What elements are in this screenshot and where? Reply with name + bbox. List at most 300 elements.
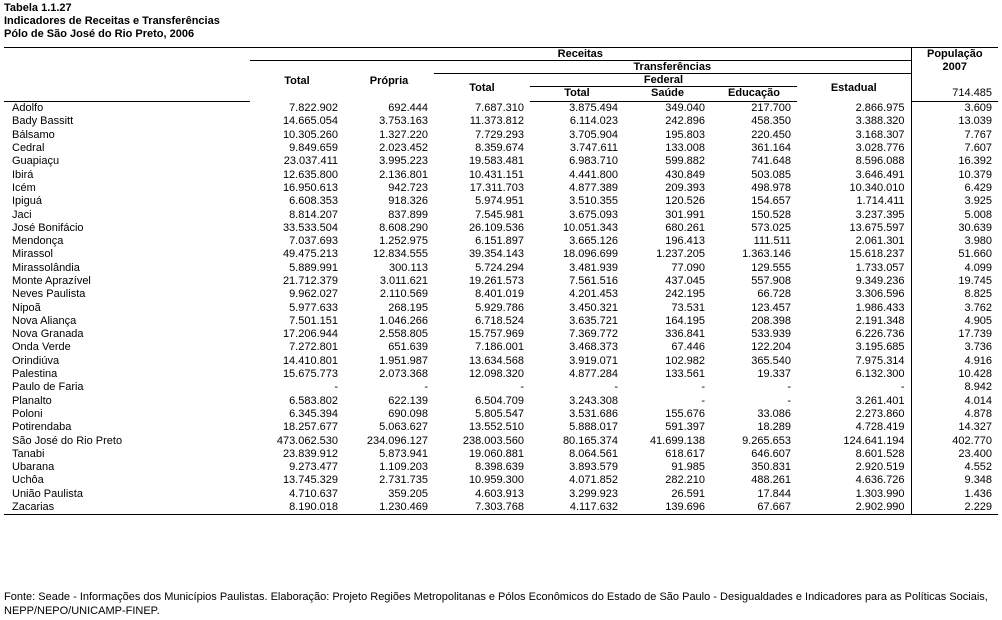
cell-total: 33.533.504 xyxy=(282,221,338,234)
cell-name: Icém xyxy=(12,181,36,194)
cell-fed-total: 80.165.374 xyxy=(562,434,618,447)
cell-propria: 942.723 xyxy=(388,181,428,194)
cell-fed-total: 4.441.800 xyxy=(569,168,618,181)
cell-educacao: 122.204 xyxy=(751,341,791,354)
table-row xyxy=(4,142,998,155)
cell-estadual: 2.061.301 xyxy=(855,235,905,248)
cell-educacao: 67.667 xyxy=(711,501,797,515)
table-title: Indicadores de Receitas e Transferências xyxy=(4,15,220,27)
cell-fed-total: 3.635.721 xyxy=(569,314,618,327)
cell-total: 5.977.633 xyxy=(289,301,338,314)
cell-propria: 5.063.627 xyxy=(379,421,428,434)
table-row xyxy=(4,248,998,261)
cell-name: Cedral xyxy=(12,142,45,155)
table-row xyxy=(4,262,998,275)
table-row xyxy=(4,381,998,394)
cell-educacao: 150.528 xyxy=(751,208,791,221)
cell-pop: 17.739 xyxy=(911,328,998,341)
table-number: Tabela 1.1.27 xyxy=(4,2,72,14)
table-row xyxy=(4,408,998,421)
cell-transf-total: 11.373.812 xyxy=(469,115,524,128)
cell-estadual: 3.306.596 xyxy=(855,288,905,301)
cell-pop: 4.014 xyxy=(911,395,998,408)
header-educacao: Educação xyxy=(728,87,780,99)
cell-estadual: 3.388.320 xyxy=(855,115,905,128)
table-row xyxy=(4,182,998,195)
cell-estadual: 2.191.348 xyxy=(855,314,905,327)
cell-propria: 1.327.220 xyxy=(379,128,428,141)
cell-pop: 14.327 xyxy=(911,421,998,434)
cell-name: São José do Rio Preto xyxy=(12,434,123,447)
cell-pop: 30.639 xyxy=(911,222,998,235)
table-row xyxy=(4,168,998,181)
cell-fed-total: 18.096.699 xyxy=(562,248,618,261)
cell-saude: 618.617 xyxy=(665,447,705,460)
cell-estadual: - xyxy=(900,381,905,394)
cell-total: 7.822.902 xyxy=(289,101,338,114)
cell-transf-total: 7.303.768 xyxy=(434,501,530,515)
cell-educacao: 573.025 xyxy=(751,221,791,234)
cell-pop: 1.436 xyxy=(911,488,998,501)
cell-fed-total: 6.983.710 xyxy=(569,155,618,168)
cell-educacao: 646.607 xyxy=(751,447,791,460)
cell-total: 10.305.260 xyxy=(282,128,338,141)
table-row xyxy=(4,341,998,354)
cell-educacao: - xyxy=(787,394,791,407)
cell-fed-total: 3.665.126 xyxy=(569,235,618,248)
cell-total: 9.849.659 xyxy=(289,142,338,155)
cell-transf-total: 19.583.481 xyxy=(468,155,524,168)
cell-transf-total: 7.545.981 xyxy=(475,208,524,221)
table-row xyxy=(4,129,998,142)
header-fed-total: Total xyxy=(564,87,590,99)
cell-propria: 918.326 xyxy=(388,195,428,208)
cell-fed-total: 5.888.017 xyxy=(569,421,618,434)
cell-total: 9.273.477 xyxy=(289,461,338,474)
cell-name: Tanabi xyxy=(12,447,45,460)
header-propria: Própria xyxy=(369,75,409,88)
table-row xyxy=(4,461,998,474)
cell-estadual: 2.273.860 xyxy=(855,407,905,420)
cell-fed-total: 3.675.093 xyxy=(569,208,618,221)
cell-total: 6.608.353 xyxy=(289,195,338,208)
cell-educacao: 220.450 xyxy=(751,128,791,141)
table-row xyxy=(4,355,998,368)
cell-transf-total: 13.634.568 xyxy=(468,354,524,367)
cell-propria: 234.096.127 xyxy=(366,434,428,447)
cell-pop: 3.980 xyxy=(911,235,998,248)
cell-fed-total: 4.877.389 xyxy=(569,181,618,194)
cell-transf-total: 4.603.913 xyxy=(475,487,524,500)
cell-saude: 430.849 xyxy=(665,168,705,181)
cell-fed-total: 4.201.453 xyxy=(569,288,618,301)
cell-propria: 5.873.941 xyxy=(379,447,428,460)
cell-total: 14.410.801 xyxy=(282,354,338,367)
table-row xyxy=(4,301,998,314)
cell-propria: 3.995.223 xyxy=(379,155,428,168)
cell-saude: 133.008 xyxy=(665,142,705,155)
cell-educacao: 741.648 xyxy=(751,155,791,168)
cell-pop: 4.552 xyxy=(911,461,998,474)
cell-pop: 51.660 xyxy=(911,248,998,261)
header-total: Total xyxy=(284,75,310,88)
cell-name: Nipoã xyxy=(12,301,41,314)
cell-name: Planalto xyxy=(12,394,52,407)
cell-name: Bálsamo xyxy=(12,128,55,141)
cell-transf-total: 5.805.547 xyxy=(475,407,524,420)
cell-pop: 4.099 xyxy=(911,262,998,275)
cell-propria: 2.110.569 xyxy=(379,288,428,301)
cell-estadual: 1.986.433 xyxy=(855,301,905,314)
cell-estadual: 4.636.726 xyxy=(855,474,905,487)
cell-propria: 2.023.452 xyxy=(379,142,428,155)
cell-educacao: 557.908 xyxy=(751,275,791,287)
cell-estadual: 2.866.975 xyxy=(855,101,905,114)
cell-propria: 651.639 xyxy=(388,341,428,354)
cell-educacao: 129.555 xyxy=(751,261,791,274)
cell-estadual: 1.303.990 xyxy=(855,487,905,500)
cell-propria: 1.109.203 xyxy=(379,461,428,474)
cell-propria: 622.139 xyxy=(388,394,428,407)
cell-propria: 2.136.801 xyxy=(379,168,428,181)
cell-fed-total: 3.531.686 xyxy=(569,407,618,420)
cell-estadual: 8.596.088 xyxy=(855,155,905,168)
cell-propria: 300.113 xyxy=(389,261,428,274)
cell-educacao: 208.398 xyxy=(751,314,791,327)
cell-educacao: 66.728 xyxy=(757,288,791,301)
pop-total: 714.485 xyxy=(911,87,998,100)
cell-propria: 2.558.805 xyxy=(379,328,428,341)
cell-fed-total: 3.468.373 xyxy=(569,341,618,354)
cell-transf-total: 8.401.019 xyxy=(475,288,524,301)
cell-transf-total: 5.929.786 xyxy=(475,301,524,314)
cell-transf-total: 15.757.969 xyxy=(468,328,524,341)
cell-total: 13.745.329 xyxy=(282,474,338,487)
cell-saude: 91.985 xyxy=(671,461,705,474)
cell-transf-total: 12.098.320 xyxy=(468,368,524,381)
table-subtitle: Pólo de São José do Rio Preto, 2006 xyxy=(4,28,195,40)
cell-pop: 2.229 xyxy=(911,501,998,515)
cell-saude: 133.561 xyxy=(665,368,705,381)
cell-saude: 139.696 xyxy=(624,501,711,515)
cell-fed-total: 3.875.494 xyxy=(569,102,618,115)
cell-saude: 242.195 xyxy=(665,288,705,301)
cell-name: Guapiaçu xyxy=(12,155,60,168)
cell-fed-total: - xyxy=(614,381,618,394)
table-row xyxy=(4,501,998,515)
cell-pop: 402.770 xyxy=(911,434,998,447)
cell-name: Neves Paulista xyxy=(12,288,86,301)
cell-name: Ubarana xyxy=(12,461,55,474)
cell-propria: 1.951.987 xyxy=(379,354,428,367)
cell-pop: 3.762 xyxy=(911,301,998,314)
cell-name: Uchôa xyxy=(12,474,44,487)
cell-pop: 10.379 xyxy=(911,168,998,181)
cell-total: 17.206.944 xyxy=(282,328,338,341)
table-row xyxy=(4,222,998,235)
cell-total: 49.475.213 xyxy=(282,248,338,261)
table-row xyxy=(4,368,998,381)
cell-saude: 336.841 xyxy=(665,328,705,341)
cell-transf-total: 8.398.639 xyxy=(475,461,524,474)
cell-total: 14.665.054 xyxy=(282,115,338,128)
cell-total: 23.037.411 xyxy=(283,155,338,168)
cell-fed-total: 4.117.632 xyxy=(530,501,624,515)
cell-name: Mirassol xyxy=(12,248,53,261)
cell-total: 15.675.773 xyxy=(282,368,338,381)
cell-saude: 242.896 xyxy=(665,115,705,128)
cell-transf-total: 5.974.951 xyxy=(475,195,524,208)
cell-saude: 77.090 xyxy=(671,261,705,274)
cell-transf-total: 6.504.709 xyxy=(475,394,524,407)
cell-educacao: 1.363.146 xyxy=(742,248,791,261)
cell-pop: 3.609 xyxy=(911,102,998,116)
header-transf-total: Total xyxy=(469,81,495,94)
cell-fed-total: 10.051.343 xyxy=(562,221,618,234)
cell-pop: 9.348 xyxy=(911,474,998,487)
cell-pop: 6.429 xyxy=(911,182,998,195)
cell-name: Poloni xyxy=(12,407,43,420)
cell-propria: 12.834.555 xyxy=(372,248,428,261)
cell-propria: 8.608.290 xyxy=(379,221,428,234)
cell-propria: 1.230.469 xyxy=(344,501,434,515)
cell-total: 5.889.991 xyxy=(289,261,338,274)
cell-transf-total: 7.186.001 xyxy=(475,341,524,354)
cell-estadual: 3.646.491 xyxy=(855,168,905,181)
source-note: Fonte: Seade - Informações dos Municípios Paulistas. Elaboração: Projeto Regiões Metropolitanas e Pólos Econômicos do Estado de São Paulo - Desigualdades e Indicadores para as Políticas Sociais, NEPP/NEPO/UNICAMP-FINEP. xyxy=(4,591,988,617)
cell-estadual: 10.340.010 xyxy=(849,181,905,194)
cell-total: 6.345.394 xyxy=(289,407,338,420)
cell-saude: 26.591 xyxy=(671,487,705,500)
cell-fed-total: 3.243.308 xyxy=(569,394,618,407)
cell-name: Jaci xyxy=(12,208,32,221)
cell-saude: 195.803 xyxy=(665,128,705,141)
cell-educacao: 488.261 xyxy=(751,474,791,487)
cell-propria: 2.073.368 xyxy=(379,368,428,381)
cell-saude: 599.882 xyxy=(665,155,705,168)
cell-saude: - xyxy=(701,381,705,394)
cell-educacao: 350.831 xyxy=(751,461,791,474)
cell-fed-total: 3.299.923 xyxy=(569,487,618,500)
cell-name: Mendonça xyxy=(12,235,64,248)
header-receitas: Receitas xyxy=(250,48,911,61)
cell-pop: 3.925 xyxy=(911,195,998,208)
cell-transf-total: 6.718.524 xyxy=(475,314,524,327)
cell-transf-total: 17.311.703 xyxy=(469,181,524,194)
cell-estadual: 124.641.194 xyxy=(843,434,905,447)
cell-saude: 67.446 xyxy=(671,341,705,354)
cell-transf-total: 7.729.293 xyxy=(475,128,524,141)
cell-estadual: 15.618.237 xyxy=(849,248,905,261)
cell-total: - xyxy=(334,381,338,394)
cell-name: Potirendaba xyxy=(12,421,72,434)
cell-fed-total: 3.747.611 xyxy=(569,142,618,155)
cell-propria: 2.731.735 xyxy=(379,474,428,487)
cell-estadual: 3.168.307 xyxy=(855,128,905,141)
cell-saude: 102.982 xyxy=(665,354,705,367)
cell-transf-total: 13.552.510 xyxy=(468,421,524,434)
cell-pop: 7.767 xyxy=(911,129,998,142)
header-populacao-year: 2007 xyxy=(911,61,998,74)
cell-fed-total: 4.071.852 xyxy=(569,474,618,487)
cell-pop: 13.039 xyxy=(911,115,998,128)
cell-pop: 8.825 xyxy=(911,288,998,301)
cell-transf-total: 10.431.151 xyxy=(468,168,524,181)
cell-pop: 4.878 xyxy=(911,408,998,421)
cell-estadual: 2.920.519 xyxy=(855,461,905,474)
cell-educacao: 17.844 xyxy=(757,487,791,500)
cell-estadual: 7.975.314 xyxy=(855,354,905,367)
table-row xyxy=(4,155,998,168)
cell-estadual: 3.195.685 xyxy=(855,341,905,354)
table-row xyxy=(4,315,998,328)
header-transferencias: Transferências xyxy=(434,61,911,74)
cell-pop: 7.607 xyxy=(911,142,998,155)
cell-transf-total: - xyxy=(520,381,524,394)
table-row xyxy=(4,328,998,341)
cell-educacao: 498.978 xyxy=(751,181,791,194)
cell-name: Orindiúva xyxy=(12,354,60,367)
cell-saude: 349.040 xyxy=(665,102,705,115)
cell-propria: 3.011.621 xyxy=(379,275,428,287)
cell-fed-total: 3.919.071 xyxy=(569,354,618,367)
cell-fed-total: 3.481.939 xyxy=(569,261,618,274)
cell-total: 21.712.379 xyxy=(282,275,338,287)
cell-total: 7.272.801 xyxy=(289,341,338,354)
cell-name: Monte Aprazível xyxy=(12,275,91,287)
cell-total: 8.814.207 xyxy=(289,208,338,221)
cell-saude: 164.195 xyxy=(665,314,705,327)
table-row xyxy=(4,235,998,248)
cell-educacao: 458.350 xyxy=(751,115,791,128)
cell-saude: 282.210 xyxy=(665,474,705,487)
cell-propria: 1.046.266 xyxy=(379,314,428,327)
cell-estadual: 13.675.597 xyxy=(849,221,905,234)
cell-propria: 3.753.163 xyxy=(379,115,428,128)
cell-total: 7.501.151 xyxy=(289,314,338,327)
cell-estadual: 4.728.419 xyxy=(855,421,905,434)
cell-fed-total: 6.114.023 xyxy=(569,115,618,128)
cell-name: Onda Verde xyxy=(12,341,71,354)
cell-total: 12.635.800 xyxy=(282,168,338,181)
cell-saude: 680.261 xyxy=(665,221,705,234)
cell-transf-total: 10.959.300 xyxy=(468,474,524,487)
cell-estadual: 3.028.776 xyxy=(855,142,905,155)
cell-fed-total: 3.893.579 xyxy=(569,461,618,474)
cell-estadual: 2.902.990 xyxy=(797,501,911,515)
cell-pop: 4.916 xyxy=(911,355,998,368)
table-row xyxy=(4,421,998,434)
table-row xyxy=(4,488,998,501)
cell-saude: 155.676 xyxy=(665,407,705,420)
table-row xyxy=(4,434,998,447)
cell-propria: 690.098 xyxy=(388,407,428,420)
cell-propria: - xyxy=(424,381,428,394)
cell-total: 473.062.530 xyxy=(276,434,338,447)
cell-name: Palestina xyxy=(12,368,58,381)
cell-estadual: 6.226.736 xyxy=(855,328,905,341)
cell-total: 4.710.637 xyxy=(289,487,338,500)
cell-total: 16.950.613 xyxy=(282,181,338,194)
table-caption xyxy=(4,2,220,41)
cell-name: Ipiguá xyxy=(12,195,42,208)
cell-name: Paulo de Faria xyxy=(12,381,84,394)
cell-transf-total: 8.359.674 xyxy=(475,142,524,155)
cell-educacao: 365.540 xyxy=(751,354,791,367)
cell-saude: - xyxy=(701,394,705,407)
cell-educacao: 123.457 xyxy=(751,301,791,314)
cell-transf-total: 19.060.881 xyxy=(468,447,524,460)
cell-propria: 268.195 xyxy=(388,301,428,314)
cell-fed-total: 7.561.516 xyxy=(569,275,618,287)
cell-educacao: 154.657 xyxy=(751,195,791,208)
cell-educacao: 503.085 xyxy=(751,168,791,181)
cell-name: União Paulista xyxy=(12,487,83,500)
table-row xyxy=(4,115,998,128)
cell-transf-total: 7.687.310 xyxy=(475,101,524,114)
cell-estadual: 1.714.411 xyxy=(856,195,905,208)
cell-saude: 73.531 xyxy=(671,301,705,314)
cell-estadual: 8.601.528 xyxy=(855,447,905,460)
cell-name: Ibirá xyxy=(12,168,34,181)
cell-estadual: 3.261.401 xyxy=(855,394,905,407)
cell-educacao: 361.164 xyxy=(751,142,791,155)
cell-saude: 437.045 xyxy=(665,275,705,287)
header-saude: Saúde xyxy=(650,87,684,99)
cell-educacao: 9.265.653 xyxy=(742,434,791,447)
cell-total: 9.962.027 xyxy=(289,288,338,301)
header-populacao: População xyxy=(911,48,998,61)
cell-saude: 1.237.205 xyxy=(656,248,705,261)
cell-fed-total: 3.450.321 xyxy=(569,301,618,314)
cell-total: 23.839.912 xyxy=(282,447,338,460)
cell-educacao: 19.337 xyxy=(757,368,791,381)
cell-pop: 3.736 xyxy=(911,341,998,354)
cell-fed-total: 7.369.772 xyxy=(569,328,618,341)
cell-transf-total: 5.724.294 xyxy=(475,261,524,274)
header-federal: Federal xyxy=(530,74,797,87)
cell-estadual: 3.237.395 xyxy=(855,208,905,221)
cell-estadual: 6.132.300 xyxy=(855,368,905,381)
cell-saude: 41.699.138 xyxy=(649,434,705,447)
data-table xyxy=(4,47,998,515)
cell-educacao: 18.289 xyxy=(757,421,791,434)
cell-educacao: 217.700 xyxy=(751,102,791,115)
cell-total: 7.037.693 xyxy=(289,235,338,248)
cell-saude: 120.526 xyxy=(665,195,705,208)
cell-fed-total: 3.510.355 xyxy=(569,195,618,208)
table-row xyxy=(4,195,998,208)
cell-propria: 1.252.975 xyxy=(379,235,428,248)
cell-pop: 16.392 xyxy=(911,155,998,168)
cell-fed-total: 4.877.284 xyxy=(569,368,618,381)
cell-fed-total: 8.064.561 xyxy=(569,447,618,460)
cell-total: 8.190.018 xyxy=(250,501,344,515)
cell-transf-total: 238.003.560 xyxy=(462,434,524,447)
cell-transf-total: 26.109.536 xyxy=(468,221,524,234)
cell-pop: 4.905 xyxy=(911,315,998,328)
cell-transf-total: 6.151.897 xyxy=(475,235,524,248)
cell-propria: 359.205 xyxy=(388,487,428,500)
table-row xyxy=(4,448,998,461)
cell-name: Nova Aliança xyxy=(12,314,77,327)
cell-educacao: 111.511 xyxy=(753,235,791,248)
cell-pop: 19.745 xyxy=(911,275,998,288)
table-row xyxy=(4,275,998,288)
cell-name: José Bonifácio xyxy=(12,221,84,234)
cell-total: 6.583.802 xyxy=(289,394,338,407)
cell-transf-total: 19.261.573 xyxy=(468,275,524,287)
